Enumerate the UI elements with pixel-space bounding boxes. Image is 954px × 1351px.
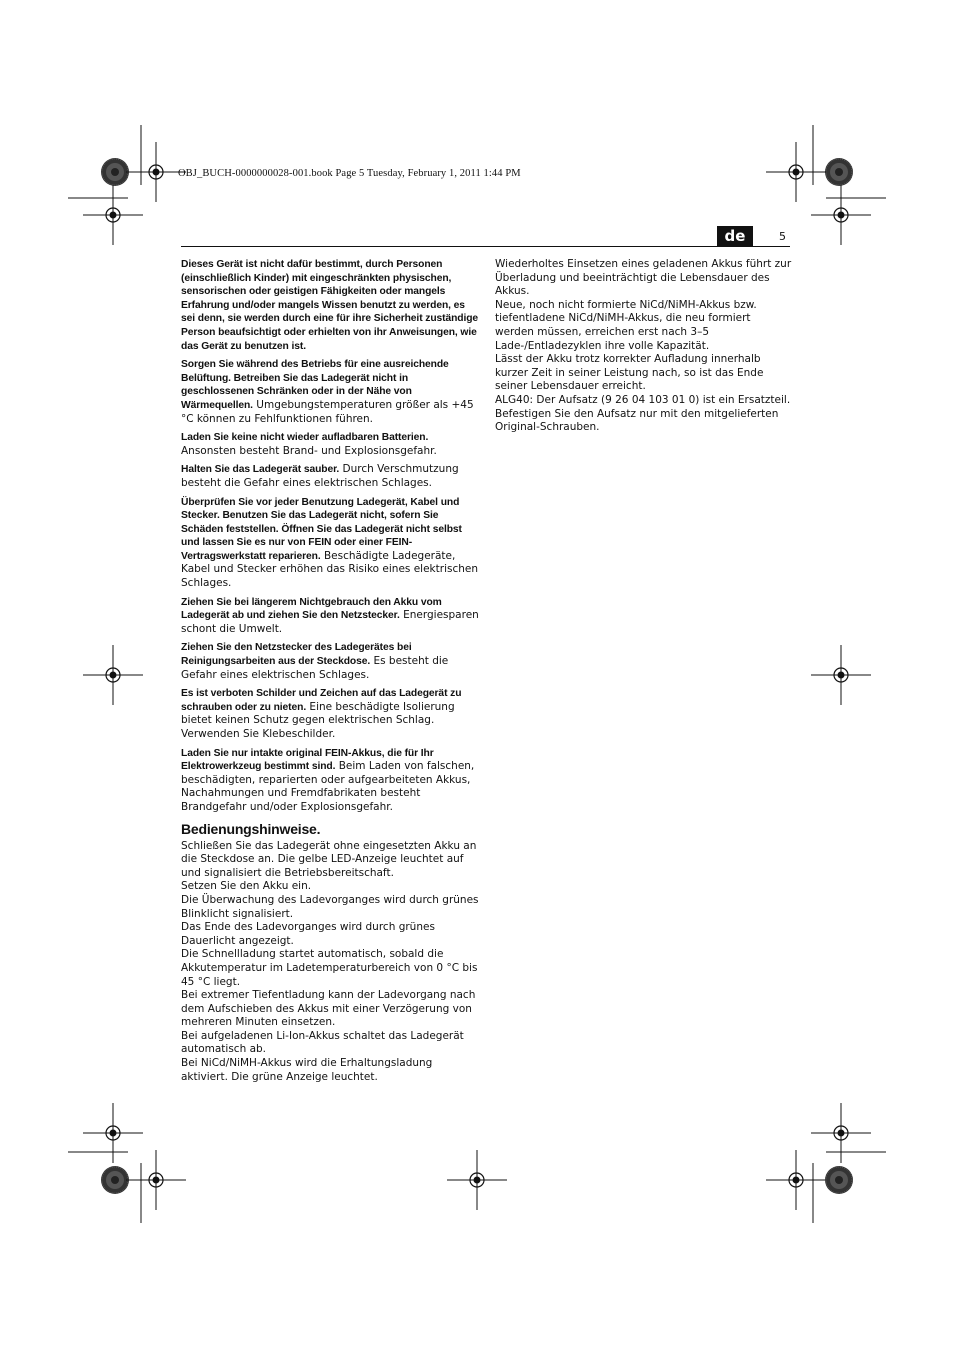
- registration-target-icon: [766, 142, 826, 202]
- instruction-paragraph: Setzen Sie den Akku ein.: [181, 880, 312, 893]
- instruction-paragraph: Bei aufgeladenen Li-Ion-Akkus schaltet das Ladegerät automatisch ab.: [181, 1029, 464, 1056]
- registration-star-icon: [825, 158, 853, 186]
- registration-target-icon: [83, 1103, 143, 1163]
- safety-paragraph: Überprüfen Sie vor jeder Benutzung Ladegerät, Kabel und Stecker. Benutzen Sie das Ladegerät nicht, sofern Sie Schäden feststellen. Öffnen Sie das Ladegerät nicht selbst und lassen Sie es nur von FEIN oder einer FEIN-Vertragswerkstatt reparieren. Beschädigte Ladegeräte, Kabel und Stecker erhöhen das Risiko eines elektrischen Schlages.: [181, 496, 478, 590]
- safety-paragraph: Laden Sie nur intakte original FEIN-Akkus, die für Ihr Elektrowerkzeug bestimmt sind. Beim Laden von falschen, beschädigten, reparierten oder aufgearbeiteten Akkus, Nachahmungen und Fremdfabrikaten besteht Brandgefahr und/oder Explosionsgefahr.: [181, 747, 475, 813]
- registration-target-icon: [447, 1150, 507, 1210]
- safety-paragraph: Laden Sie keine nicht wieder aufladbaren Batterien. Ansonsten besteht Brand- und Explosionsgefahr.: [181, 432, 437, 457]
- registration-target-icon: [766, 1150, 826, 1210]
- registration-target-icon: [811, 185, 871, 245]
- instruction-paragraph: Lässt der Akku trotz korrekter Aufladung innerhalb kurzer Zeit in seiner Leistung nach, so ist das Ende seiner Lebensdauer erreicht.: [495, 353, 764, 393]
- instruction-paragraph: Bei extremer Tiefentladung kann der Ladevorgang nach dem Aufschieben des Akkus mit einer Verzögerung von mehreren Minuten einsetzen.: [181, 989, 476, 1029]
- registration-star-icon: [825, 1166, 853, 1194]
- print-slug-line: OBJ_BUCH-0000000028-001.book Page 5 Tuesday, February 1, 2011 1:44 PM: [178, 168, 521, 179]
- instruction-paragraph: Das Ende des Ladevorganges wird durch grünes Dauerlicht angezeigt.: [181, 921, 435, 947]
- registration-target-icon: [811, 1103, 871, 1163]
- safety-paragraph: Dieses Gerät ist nicht dafür bestimmt, durch Personen (einschließlich Kinder) mit eingeschränkten physischen, sensorischen oder geistigen Fähigkeiten oder mangels Erfahrung und/oder mangels Wissen benutzt zu werden, es sei denn, sie werden durch eine für ihre Sicherheit zuständige Person beaufsichtigt oder erhielten von ihr Anweisungen, wie das Gerät zu benutzen ist.: [181, 259, 479, 352]
- instruction-paragraph: Bei NiCd/NiMH-Akkus wird die Erhaltungsladung aktiviert. Die grüne Anzeige leuchtet.: [181, 1057, 433, 1083]
- safety-paragraph: Ziehen Sie bei längerem Nichtgebrauch den Akku vom Ladegerät ab und ziehen Sie den Netzstecker. Energiesparen schont die Umwelt.: [181, 596, 479, 635]
- instruction-paragraph: Neue, noch nicht formierte NiCd/NiMH-Akkus bzw. tiefentladene NiCd/NiMH-Akkus, die neu formiert werden müssen, erreichen erst nach 3–5 Lade-/Entladezyklen ihre volle Kapazität.: [495, 298, 757, 352]
- safety-paragraph: Halten Sie das Ladegerät sauber. Durch Verschmutzung besteht die Gefahr eines elektrischen Schlages.: [181, 463, 459, 489]
- page-number: 5: [779, 230, 786, 243]
- instruction-paragraph: Schließen Sie das Ladegerät ohne eingesetzten Akku an die Steckdose an. Die gelbe LED-Anzeige leuchtet auf und signalisiert die Betriebsbereitschaft.: [181, 839, 477, 879]
- instruction-paragraph: Die Schnellladung startet automatisch, sobald die Akkutemperatur im Ladetemperaturbereich von 0 °C bis 45 °C liegt.: [181, 948, 478, 988]
- registration-target-icon: [83, 185, 143, 245]
- section-heading: Bedienungshinweise.: [181, 820, 321, 837]
- registration-star-icon: [101, 1166, 129, 1194]
- registration-target-icon: [126, 1150, 186, 1210]
- left-column: [181, 258, 479, 1084]
- right-column: [495, 258, 792, 435]
- operating-instructions: [181, 840, 479, 1085]
- safety-paragraph: Ziehen Sie den Netzstecker des Ladegerätes bei Reinigungsarbeiten aus der Steckdose. Es besteht die Gefahr eines elektrischen Schlages.: [181, 642, 449, 681]
- header-rule: [181, 246, 790, 247]
- instruction-paragraph: ALG40: Der Aufsatz (9 26 04 103 01 0) ist ein Ersatzteil. Befestigen Sie den Aufsatz nur mit den mitgelieferten Original-Schrauben.: [495, 393, 791, 434]
- registration-star-icon: [101, 158, 129, 186]
- registration-target-icon: [83, 645, 143, 705]
- language-tab: de: [717, 226, 753, 246]
- instruction-paragraph: Wiederholtes Einsetzen eines geladenen Akkus führt zur Überladung und beeinträchtigt die Lebensdauer des Akkus.: [495, 258, 792, 298]
- safety-paragraph: Sorgen Sie während des Betriebs für eine ausreichende Belüftung. Betreiben Sie das Ladegerät nicht in geschlossenen Schränken oder in der Nähe von Wärmequellen. Umgebungstemperaturen größer als +45 °C können zu Fehlfunktionen führen.: [181, 359, 474, 425]
- instruction-paragraph: Die Überwachung des Ladevorganges wird durch grünes Blinklicht signalisiert.: [181, 893, 479, 920]
- safety-paragraph: Es ist verboten Schilder und Zeichen auf das Ladegerät zu schrauben oder zu nieten. Eine beschädigte Isolierung bietet keinen Schutz gegen elektrischen Schlag. Verwenden Sie Klebeschilder.: [181, 688, 462, 740]
- registration-target-icon: [126, 142, 186, 202]
- registration-target-icon: [811, 645, 871, 705]
